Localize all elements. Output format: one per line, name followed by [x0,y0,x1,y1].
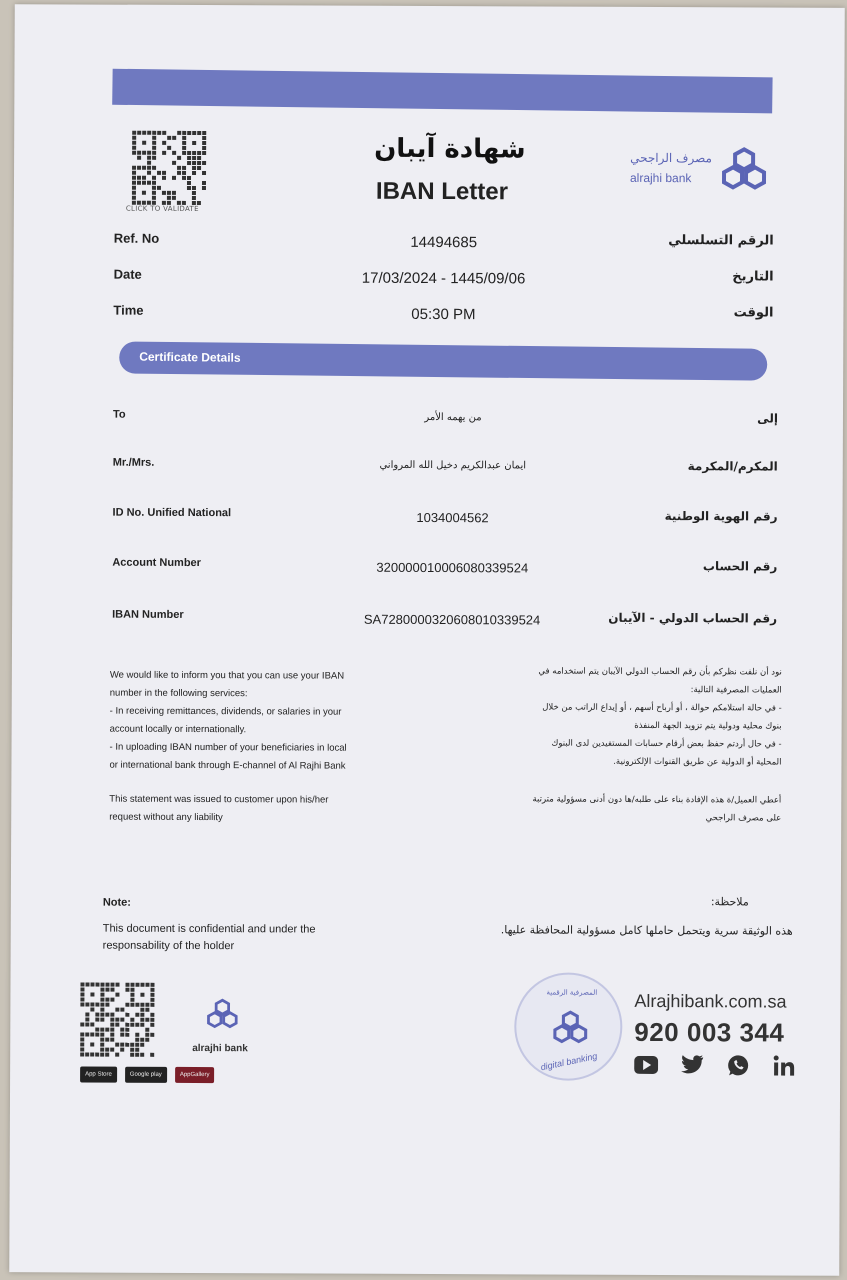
to-row [113,409,778,436]
info-en-line: - In uploading IBAN number of your beneficiaries in local [109,741,347,754]
footer-bank-label: alrajhi bank [192,1042,248,1055]
info-en-line: account locally or internationally. [109,723,247,736]
date-value: 17/03/2024 - 1445/09/06 [361,269,526,288]
national-id-value: 1034004562 [416,509,489,526]
time-value: 05:30 PM [411,305,476,324]
statement-ar-line: أعطي العميل/ة هذه الإفادة بناء على طلبه/ها دون أدنى مسؤولية مترتبة [532,794,782,806]
phone-number[interactable]: 920 003 344 [634,1016,785,1048]
account-number-label: Account Number [112,556,201,570]
ref-no-value: 14494685 [410,233,478,252]
info-ar-line: - في حال أردتم حفظ بعض أرقام حسابات المستفيدين لدى البنوك [551,738,782,750]
ref-no-label: Ref. No [113,230,160,246]
account-number-value: 320000010006080339524 [376,559,529,576]
bank-name-english: alrajhi bank [629,170,692,186]
alrajhi-emblem-icon [550,1009,590,1047]
iban-row [112,609,777,636]
to-label: To [112,408,126,421]
header-band [112,69,772,114]
info-en-line: or international bank through E-channel of Al Rajhi Bank [109,759,346,772]
bank-name-arabic: مصرف الراجحي [630,150,712,166]
seal-top-text: المصرفية الرقمية [546,988,598,997]
validate-qr-code[interactable] [132,131,206,205]
footer-bank-logo [190,997,280,1057]
info-en-line: - In receiving remittances, dividends, or salaries in your [109,705,342,718]
alrajhi-emblem-icon [204,997,240,1031]
alrajhi-logo [626,145,776,196]
date-label: Date [113,266,142,282]
time-row [113,303,773,330]
certificate-details-band [119,341,767,380]
statement-en-line: request without any liability [109,811,223,824]
date-label-ar: التاريخ [732,269,774,285]
website-link[interactable]: Alrajhibank.com.sa [634,990,787,1012]
title-arabic: شهادة آيبان [374,133,526,165]
ref-no-row [114,231,774,258]
name-value: ايمان عبدالكريم دخيل الله المرواني [379,459,527,472]
statement-ar [481,790,781,827]
info-ar-line: نود أن نلفت نظركم بأن رقم الحساب الدولي الآيبان يتم استخدامه في [538,666,782,678]
statement-en [109,791,409,828]
date-row [114,267,774,294]
info-ar-line: العمليات المصرفية التالية: [690,685,782,696]
info-ar-line: بنوك محلية ودولية يتم تزويد الجهة المنفذة [634,720,782,732]
note-title-ar: ملاحظة: [710,895,749,909]
digital-banking-seal [514,972,622,1080]
app-gallery-badge[interactable]: AppGallery [175,1067,215,1083]
info-en-line: We would like to inform you that you can use your IBAN [109,669,345,682]
iban-value: SA7280000320608010339524 [363,611,541,628]
youtube-icon[interactable] [634,1053,658,1077]
store-badges [80,1066,214,1083]
info-en-line: number in the following services: [109,687,248,700]
iban-label: IBAN Number [112,608,184,621]
national-id-label: ID No. Unified National [112,506,232,520]
account-number-label-ar: رقم الحساب [702,559,778,574]
name-label-ar: المكرم/المكرمة [687,459,778,474]
app-store-badge[interactable]: App Store [80,1066,117,1082]
account-number-row [112,557,777,584]
name-row [113,457,778,484]
note-text-en: This document is confidential and under the responsability of the holder [102,922,316,953]
national-id-row [112,507,777,534]
name-label: Mr./Mrs. [112,456,155,469]
info-paragraph-ar [481,662,781,771]
time-label: Time [113,302,144,318]
note-text-ar: هذه الوثيقة سرية ويتحمل حاملها كامل مسؤولية المحافظة عليها. [500,923,793,938]
info-paragraph-en [109,667,409,776]
iban-label-ar: رقم الحساب الدولي - الآيبان [608,610,778,626]
statement-en-line: This statement was issued to customer upon his/her [109,793,329,806]
google-play-badge[interactable]: Google play [125,1067,167,1083]
validate-label: CLICK TO VALIDATE [125,204,199,214]
to-value: من يهمه الأمر [424,411,482,424]
social-links [634,1053,796,1078]
app-download-qr-code[interactable] [80,982,154,1056]
seal-bottom-text: digital banking [539,1050,599,1073]
twitter-icon[interactable] [680,1053,704,1077]
time-label-ar: الوقت [733,305,774,321]
title-english: IBAN Letter [375,177,509,206]
info-ar-line: - في حالة استلامكم حوالة ، أو أرباح أسهم ، أو إيداع الراتب من خلال [542,702,782,714]
national-id-label-ar: رقم الهوية الوطنية [664,509,778,524]
note-title-en: Note: [102,896,131,909]
iban-letter-document [9,4,845,1276]
whatsapp-icon[interactable] [726,1053,750,1077]
section-title: Certificate Details [139,349,241,365]
to-label-ar: إلى [757,411,779,426]
statement-ar-line: على مصرف الراجحي [705,813,782,824]
info-ar-line: المحلية أو الدولية عن طريق القنوات الإلكترونية. [613,756,782,768]
ref-no-label-ar: الرقم التسلسلي [668,233,774,249]
alrajhi-emblem-icon [718,145,770,193]
linkedin-icon[interactable] [772,1054,796,1078]
